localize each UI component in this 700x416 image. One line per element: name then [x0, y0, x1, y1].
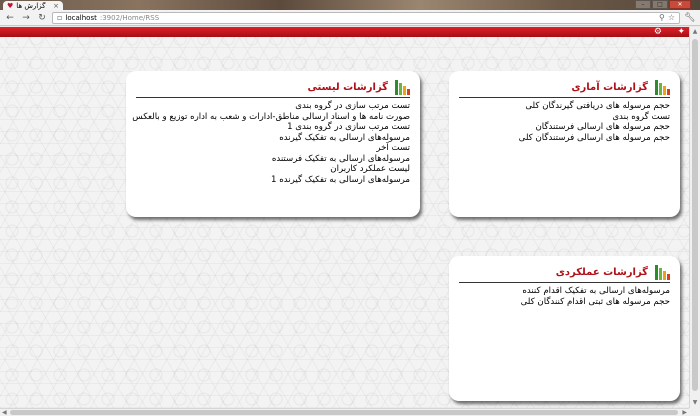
scroll-down-icon[interactable]: ▼	[692, 399, 698, 406]
report-link[interactable]: مرسوله‌های ارسالی به تفکیک فرستنده	[271, 153, 410, 164]
report-link[interactable]: لیست عملکرد کاربران	[330, 164, 410, 174]
report-link[interactable]: تست مرتب سازی در گروه بندی 1	[287, 122, 410, 132]
report-list	[132, 101, 410, 185]
report-link[interactable]: حجم مرسوله های دریافتی گیرندگان کلی	[525, 101, 670, 111]
minimize-button[interactable]: –	[635, 0, 651, 9]
address-bar[interactable]	[52, 12, 680, 24]
report-link[interactable]: صورت نامه ها و اسناد ارسالی مناطق-ادارات و شعب به اداره توزیع و بالعکس	[132, 111, 410, 122]
horizontal-scroll-thumb[interactable]	[10, 410, 678, 415]
reload-icon[interactable]: ↻	[38, 12, 46, 23]
panel-title: گزارشات آماری	[571, 81, 648, 93]
panel-statistical-reports	[449, 71, 680, 217]
report-link[interactable]: حجم مرسوله های ارسالی فرستندگان	[535, 122, 670, 132]
scroll-right-icon[interactable]: ▶	[682, 409, 687, 416]
bar-chart-icon	[394, 79, 410, 95]
panel-performance-reports	[449, 256, 680, 401]
page-content	[0, 27, 689, 408]
url-host: localhost	[65, 13, 97, 22]
report-link[interactable]: حجم مرسوله های ثبتی اقدام کنندگان کلی	[520, 296, 670, 307]
heart-icon: ♥	[7, 2, 14, 10]
scroll-up-icon[interactable]: ▲	[692, 28, 698, 35]
panel-header	[459, 264, 670, 283]
panel-title: گزارشات عملکردی	[555, 266, 648, 278]
panel-list-reports	[126, 71, 420, 217]
forward-icon[interactable]: →	[22, 12, 30, 23]
wrench-icon[interactable]: 🔧︎	[684, 12, 696, 23]
vertical-scroll-thumb[interactable]	[692, 39, 698, 391]
star-icon[interactable]: ☆	[667, 13, 675, 22]
back-icon[interactable]: ←	[6, 12, 14, 23]
report-link[interactable]: تست مرتب سازی در گروه بندی	[295, 101, 410, 111]
tab-title: گزارش ها	[16, 2, 46, 10]
url-path: :3902/Home/RSS	[99, 13, 160, 22]
close-window-button[interactable]: ✕	[669, 0, 691, 9]
browser-toolbar	[0, 10, 700, 26]
vertical-scrollbar[interactable]	[689, 27, 700, 408]
panel-header	[136, 79, 410, 98]
window-titlebar	[0, 0, 700, 10]
report-list	[459, 286, 670, 307]
close-tab-icon[interactable]: ×	[53, 2, 59, 10]
gear-icon[interactable]: ⚙	[653, 27, 662, 37]
scrollbar-corner	[689, 408, 700, 416]
report-link[interactable]: مرسوله‌های ارسالی به تفکیک اقدام کننده	[522, 286, 670, 296]
zoom-icon[interactable]: ⚲	[658, 13, 665, 22]
panel-title: گزارشات لیستی	[307, 81, 388, 93]
maximize-button[interactable]: □	[652, 0, 668, 9]
horizontal-scrollbar[interactable]	[0, 408, 689, 416]
page-icon: ▫	[57, 13, 63, 22]
bar-chart-icon	[654, 264, 670, 280]
report-link[interactable]: مرسوله‌های ارسالی به تفکیک گیرنده	[279, 132, 410, 143]
panel-header	[459, 79, 670, 98]
report-list	[459, 101, 670, 143]
report-link[interactable]: تست آخر	[376, 143, 410, 153]
report-link[interactable]: حجم مرسوله های ارسالی فرستندگان کلی	[518, 132, 670, 143]
brand-icon: ✦	[677, 27, 685, 37]
report-link[interactable]: تست گروه بندی	[612, 111, 670, 122]
scroll-left-icon[interactable]: ◀	[2, 409, 7, 416]
report-link[interactable]: مرسوله‌های ارسالی به تفکیک گیرنده 1	[271, 174, 410, 185]
bar-chart-icon	[654, 79, 670, 95]
header-bar	[0, 27, 689, 37]
